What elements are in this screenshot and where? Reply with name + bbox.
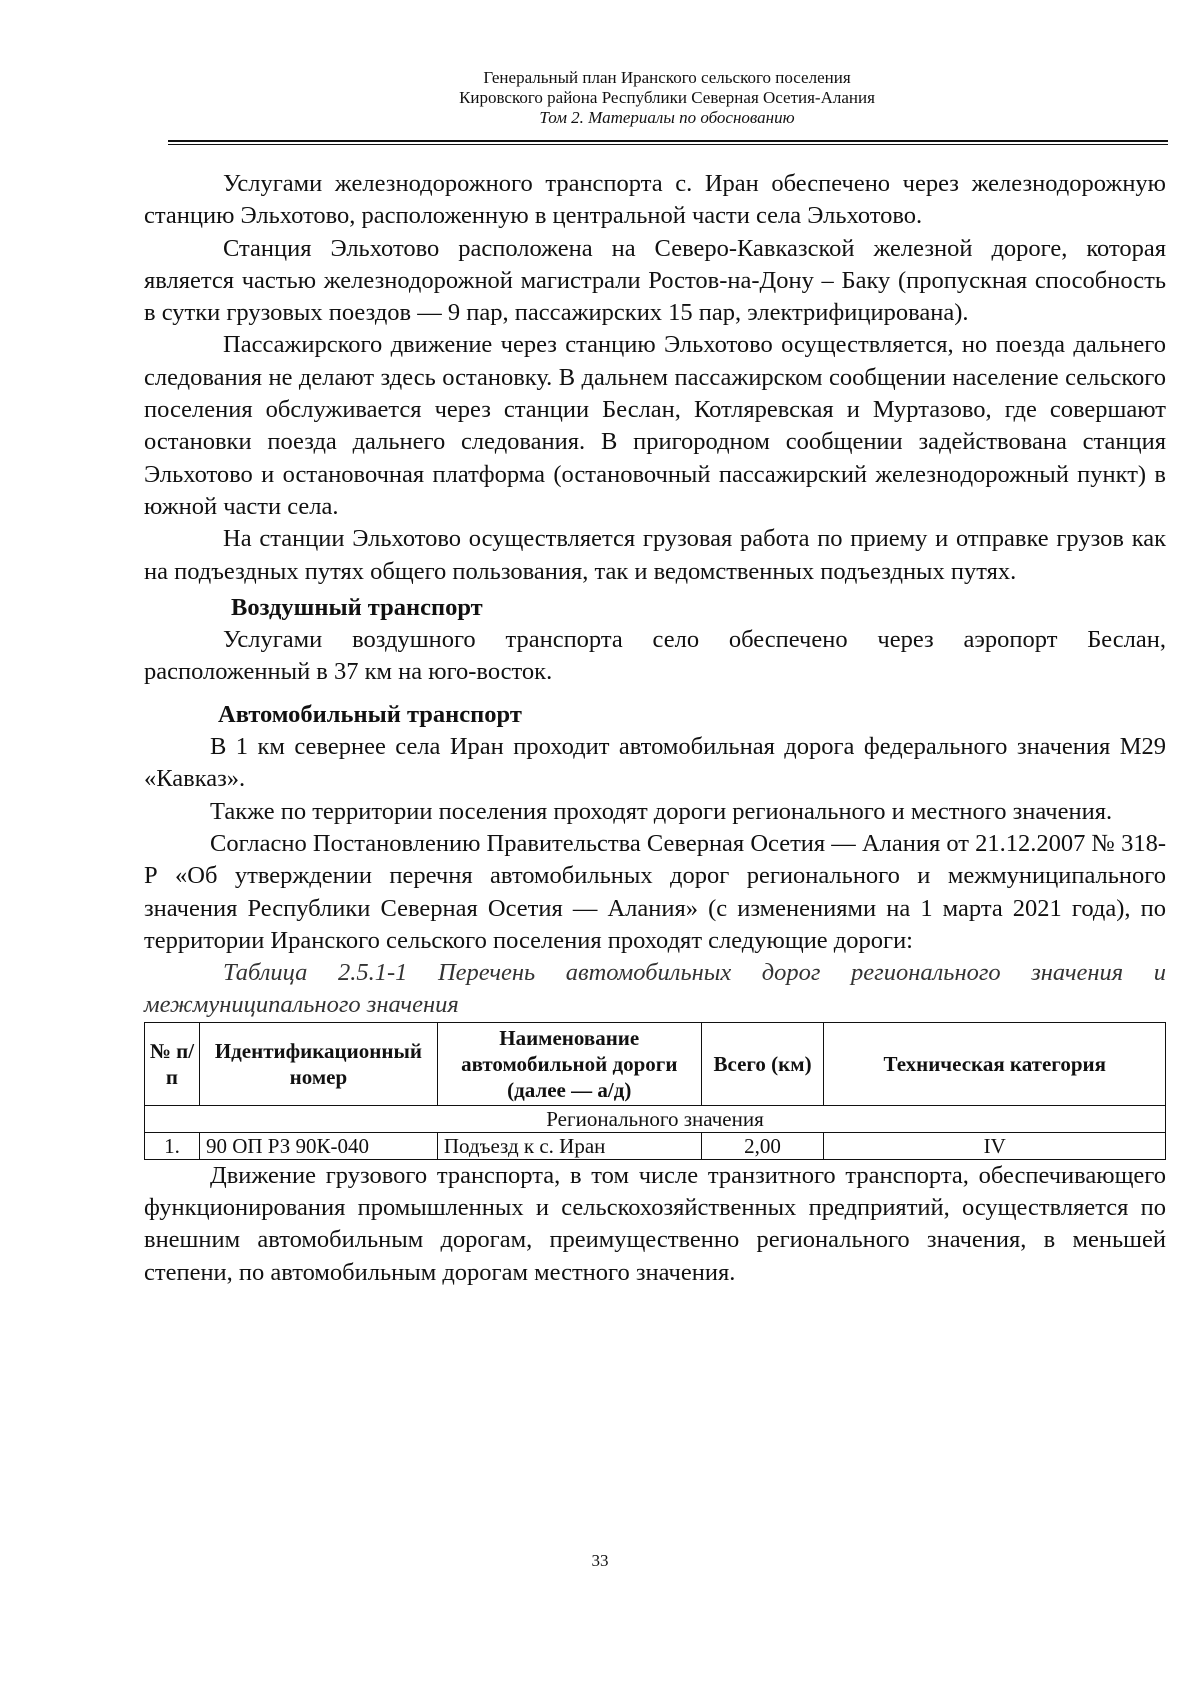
header-cell-name: Наименование автомобильной дороги (далее — а/д) xyxy=(437,1022,701,1105)
air-transport-heading: Воздушный транспорт xyxy=(231,593,483,621)
auto-paragraph: В 1 км севернее села Иран проходит автомобильная дорога федерального значения М29 «Кавказ». xyxy=(144,733,1166,793)
header-line-3: Том 2. Материалы по обоснованию xyxy=(539,108,795,127)
header-line-1: Генеральный план Иранского сельского поселения xyxy=(483,68,851,87)
rail-paragraph: Станция Эльхотово расположена на Северо-Кавказской железной дороге, которая является частью железнодорожной магистрали Ростов-на-Дону – Баку (пропускная способность в сутки грузовых поездов — 9 пар, пассажирских 15 пар, электрифицирована). xyxy=(144,234,1166,327)
auto-paragraph: Согласно Постановлению Правительства Северная Осетия — Алания от 21.12.2007 № 318-Р «Об утверждении перечня автомобильных дорог регионального и межмуниципального значения Республики Северная Осетия — Алания» (с изменениями на 1 марта 2021 года), по территории Иранского сельского поселения проходят следующие дороги: xyxy=(144,829,1166,954)
header-cell-length: Всего (км) xyxy=(701,1022,824,1105)
running-header xyxy=(167,68,1167,128)
header-rule-thick xyxy=(168,140,1168,142)
cell-id: 90 ОП РЗ 90К-040 xyxy=(199,1132,437,1159)
auto-transport-heading: Автомобильный транспорт xyxy=(218,700,522,728)
header-cell-category: Техническая категория xyxy=(824,1022,1166,1105)
header-cell-id: Идентификационный номер xyxy=(199,1022,437,1105)
auto-paragraph: Также по территории поселения проходят дороги регионального и местного значения. xyxy=(210,797,1113,825)
table-row xyxy=(145,1132,1166,1159)
table-caption: Таблица 2.5.1-1 Перечень автомобильных дорог регионального значения и межмуниципального значения xyxy=(144,959,1166,1019)
rail-paragraph: На станции Эльхотово осуществляется грузовая работа по приему и отправке грузов как на подъездных путях общего пользования, так и ведомственных подъездных путях. xyxy=(144,525,1166,585)
cell-length: 2,00 xyxy=(701,1132,824,1159)
header-rule-thin xyxy=(168,144,1168,145)
group-label: Регионального значения xyxy=(145,1105,1166,1132)
page-number: 33 xyxy=(591,1551,609,1570)
cell-category: IV xyxy=(824,1132,1166,1159)
closing-paragraph: Движение грузового транспорта, в том числе транзитного транспорта, обеспечивающего функционирования промышленных и сельскохозяйственных предприятий, осуществляется по внешним автомобильным дорогам, преимущественно регионального значения, в меньшей степени, по автомобильным дорогам местного значения. xyxy=(144,1161,1166,1286)
header-line-2: Кировского района Республики Северная Осетия-Алания xyxy=(459,88,875,107)
table-group-row xyxy=(145,1105,1166,1132)
air-paragraph: Услугами воздушного транспорта село обеспечено через аэропорт Беслан, расположенный в 37 км на юго-восток. xyxy=(144,626,1166,686)
rail-paragraph: Услугами железнодорожного транспорта с. Иран обеспечено через железнодорожную станцию Эльхотово, расположенную в центральной части села Эльхотово. xyxy=(144,170,1166,230)
cell-road-name: Подъезд к с. Иран xyxy=(437,1132,701,1159)
rail-paragraph: Пассажирского движение через станцию Эльхотово осуществляется, но поезда дальнего следования не делают здесь остановку. В дальнем пассажирском сообщении население сельского поселения обслуживается через станции Беслан, Котляревская и Муртазово, где совершают остановки поезда дальнего следования. В пригородном сообщении задействована станция Эльхотово и остановочная платформа (остановочный пассажирский железнодорожный пункт) в южной части села. xyxy=(144,331,1166,520)
page-body xyxy=(144,168,1166,1289)
roads-table xyxy=(144,1022,1166,1160)
table-header-row xyxy=(145,1022,1166,1105)
cell-number: 1. xyxy=(145,1132,200,1159)
header-cell-number: № п/п xyxy=(145,1022,200,1105)
